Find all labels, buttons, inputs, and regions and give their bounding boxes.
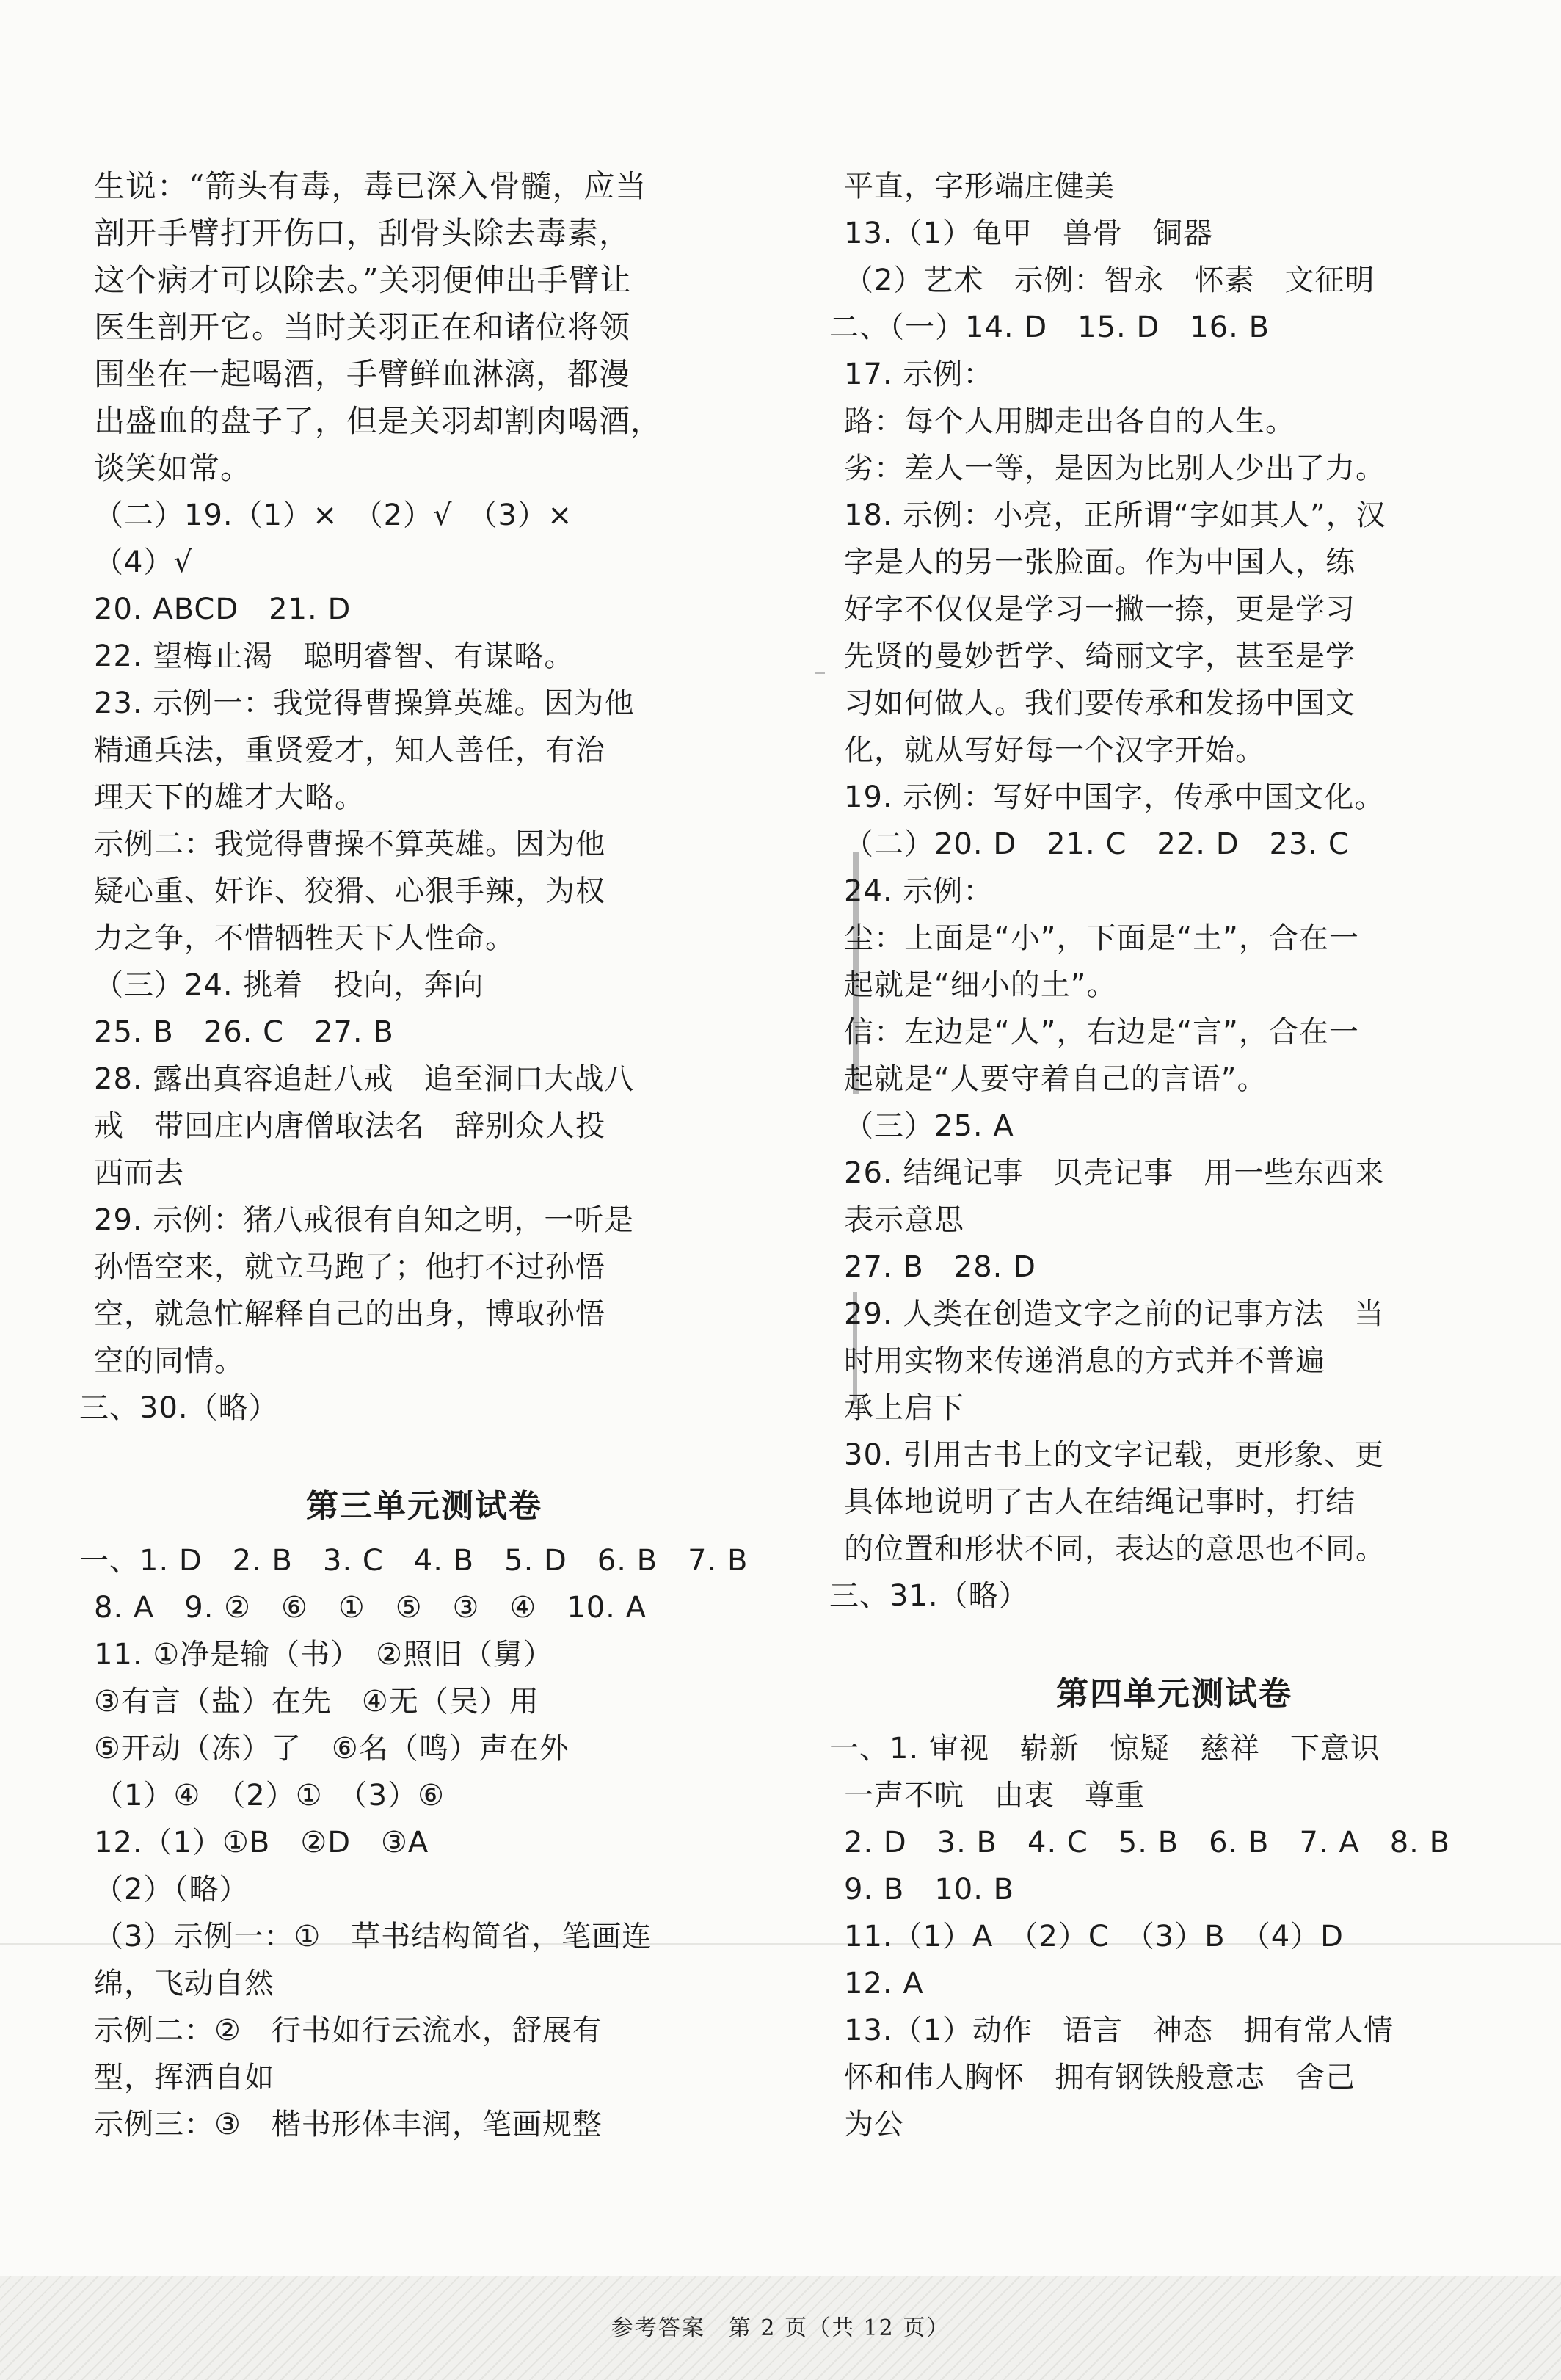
answer-line: 示例三：③ 楷书形体丰润，笔画规整 — [94, 2108, 603, 2141]
answer-line: 疑心重、奸诈、狡猾、心狠手辣，为权 — [94, 874, 605, 908]
answer-line: 型，挥洒自如 — [94, 2061, 274, 2094]
answer-line: 平直，字形端庄健美 — [844, 170, 1115, 203]
answer-line: （2）（略） — [94, 1873, 250, 1906]
answer-line: 13.（1）龟甲 兽骨 铜器 — [844, 217, 1214, 250]
answer-line: 起就是“人要守着自己的言语”。 — [844, 1062, 1267, 1096]
answer-line: 精通兵法，重贤爱才，知人善任，有治 — [94, 733, 605, 767]
answer-line: 医生剖开它。当时关羽正在和诸位将领 — [94, 309, 631, 345]
answer-line: 25. B 26. C 27. B — [94, 1015, 394, 1049]
answer-line: 22. 望梅止渴 聪明睿智、有谋略。 — [94, 639, 575, 673]
answer-line: 绵，飞动自然 — [94, 1967, 274, 2000]
answer-line: 戒 带回庄内唐僧取法名 辞别众人投 — [94, 1109, 605, 1143]
answer-line: 26. 结绳记事 贝壳记事 用一些东西来 — [844, 1156, 1385, 1190]
answer-line: 字是人的另一张脸面。作为中国人，练 — [844, 545, 1356, 579]
answer-line: 好字不仅仅是学习一撇一捺，更是学习 — [844, 592, 1356, 626]
right-column — [829, 163, 1504, 2148]
answer-line: 19. 示例：写好中国字，传承中国文化。 — [844, 780, 1385, 814]
answer-line: 23. 示例一：我觉得曹操算英雄。因为他 — [94, 686, 635, 720]
spacer — [844, 1619, 1504, 1664]
answer-line: 29. 人类在创造文字之前的记事方法 当 — [844, 1297, 1385, 1331]
answer-line: 11.（1）A （2）C （3）B （4）D — [844, 1920, 1344, 1953]
spacer — [94, 1432, 754, 1476]
answer-line: 24. 示例： — [844, 874, 994, 908]
answer-line: （三）24. 挑着 投向，奔向 — [94, 968, 484, 1002]
answer-line: 30. 引用古书上的文字记载，更形象、更 — [844, 1438, 1385, 1472]
answer-line: 起就是“细小的土”。 — [844, 968, 1117, 1002]
answer-line: 示例二：我觉得曹操不算英雄。因为他 — [94, 827, 605, 861]
answer-line: 空的同情。 — [94, 1344, 244, 1378]
answer-line: 路：每个人用脚走出各自的人生。 — [844, 404, 1295, 438]
answer-line: 这个病才可以除去。”关羽便伸出手臂让 — [94, 262, 632, 298]
answer-line: 三、30.（略） — [79, 1391, 279, 1425]
scan-mark — [815, 672, 825, 674]
answer-line: 承上启下 — [844, 1391, 964, 1425]
answer-line: 20. ABCD 21. D — [94, 592, 352, 626]
answer-line: 一声不吭 由衷 尊重 — [844, 1779, 1145, 1813]
answer-line: 劣：差人一等，是因为比别人少出了力。 — [844, 451, 1386, 485]
answer-line: 西而去 — [94, 1156, 184, 1190]
answer-line: 剖开手臂打开伤口，刮骨头除去毒素， — [94, 215, 631, 251]
answer-line: 表示意思 — [844, 1203, 964, 1237]
answer-line: （二）20. D 21. C 22. D 23. C — [844, 827, 1350, 861]
answer-line: （1）④ （2）① （3）⑥ — [94, 1779, 445, 1813]
answer-line: 生说：“箭头有毒，毒已深入骨髓，应当 — [94, 168, 647, 204]
answer-line: 18. 示例：小亮，正所谓“字如其人”，汉 — [844, 498, 1386, 532]
answer-line: ③有言（盐）在先 ④无（吴）用 — [94, 1685, 539, 1719]
answer-line: 习如何做人。我们要传承和发扬中国文 — [844, 686, 1356, 720]
answer-line: 力之争，不惜牺牲天下人性命。 — [94, 921, 515, 955]
answer-line: 空，就急忙解释自己的出身，博取孙悟 — [94, 1297, 605, 1331]
answer-line: 27. B 28. D — [844, 1250, 1036, 1284]
answer-line: 化，就从写好每一个汉字开始。 — [844, 733, 1265, 767]
left-column — [79, 163, 754, 2148]
answer-line: 一、1. D 2. B 3. C 4. B 5. D 6. B 7. B — [79, 1544, 749, 1578]
answer-line: 怀和伟人胸怀 拥有钢铁般意志 舍己 — [844, 2061, 1356, 2094]
answer-line: 8. A 9. ② ⑥ ① ⑤ ③ ④ 10. A — [94, 1591, 647, 1625]
answer-line: 尘：上面是“小”，下面是“土”，合在一 — [844, 921, 1359, 955]
answer-line: 12. A — [844, 1967, 924, 2000]
answer-line: 一、1. 审视 崭新 惊疑 慈祥 下意识 — [829, 1732, 1380, 1766]
answer-line: 信：左边是“人”，右边是“言”，合在一 — [844, 1015, 1359, 1049]
answer-line: 时用实物来传递消息的方式并不普遍 — [844, 1344, 1325, 1378]
section-title: 第四单元测试卷 — [1056, 1675, 1292, 1713]
answer-line: 谈笑如常。 — [94, 450, 252, 486]
answer-line: 示例二：② 行书如行云流水，舒展有 — [94, 2014, 603, 2047]
answer-line: 为公 — [844, 2108, 904, 2141]
answer-line: 28. 露出真容追赶八戒 追至洞口大战八 — [94, 1062, 635, 1096]
answer-line: 12.（1）①B ②D ③A — [94, 1826, 429, 1860]
answer-line: 9. B 10. B — [844, 1873, 1015, 1906]
answer-line: 的位置和形状不同，表达的意思也不同。 — [844, 1532, 1386, 1566]
answer-line: ⑤开动（冻）了 ⑥名（鸣）声在外 — [94, 1732, 570, 1766]
answer-line: 具体地说明了古人在结绳记事时，打结 — [844, 1485, 1356, 1519]
section-title: 第三单元测试卷 — [306, 1487, 542, 1525]
answer-line: 13.（1）动作 语言 神态 拥有常人情 — [844, 2014, 1394, 2047]
answer-line: 理天下的雄才大略。 — [94, 780, 365, 814]
answer-line: （三）25. A — [844, 1109, 1014, 1143]
answer-line: 29. 示例：猪八戒很有自知之明，一听是 — [94, 1203, 635, 1237]
answer-line: 先贤的曼妙哲学、绮丽文字，甚至是学 — [844, 639, 1356, 673]
answer-line: 出盛血的盘子了，但是关羽却割肉喝酒， — [94, 403, 663, 439]
answer-line: 孙悟空来，就立马跑了；他打不过孙悟 — [94, 1250, 605, 1284]
answer-line: 围坐在一起喝酒，手臂鲜血淋漓，都漫 — [94, 356, 631, 392]
answer-line: 三、31.（略） — [829, 1579, 1029, 1613]
page-footer: 参考答案 第 2 页（共 12 页） — [611, 2315, 950, 2341]
answer-line: 11. ①净是输（书） ②照旧（舅） — [94, 1638, 554, 1672]
answer-line: （3）示例一：① 草书结构简省，笔画连 — [94, 1920, 652, 1953]
answer-line: （2）艺术 示例：智永 怀素 文征明 — [844, 264, 1375, 297]
answer-line: 17. 示例： — [844, 358, 994, 391]
answer-line: （二）19.（1）× （2）√ （3）× — [94, 498, 573, 532]
answer-line: 2. D 3. B 4. C 5. B 6. B 7. A 8. B — [844, 1826, 1451, 1860]
answer-line: 二、（一）14. D 15. D 16. B — [829, 311, 1270, 344]
answer-line: （4）√ — [94, 545, 193, 579]
